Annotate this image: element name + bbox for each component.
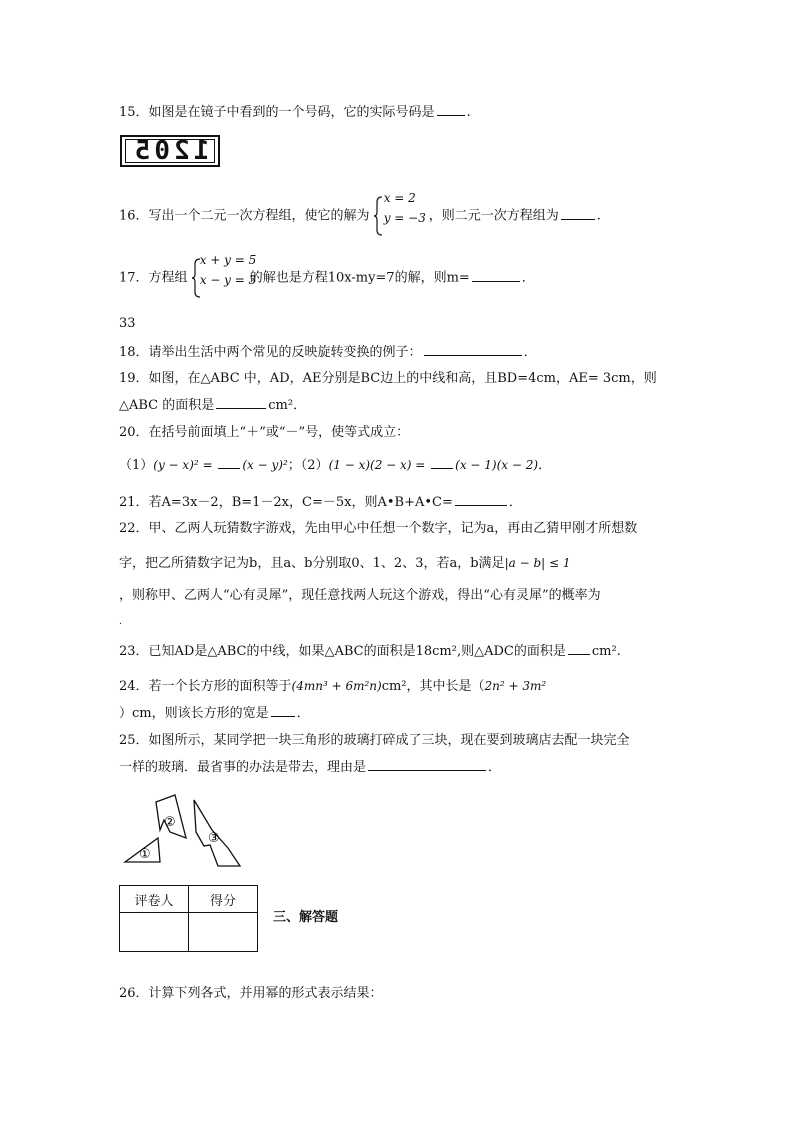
answer-blank[interactable] xyxy=(271,704,295,717)
answer-blank[interactable] xyxy=(216,396,266,409)
question-15: 15．如图是在镜子中看到的一个号码，它的实际号码是 . xyxy=(119,105,471,120)
question-text: 如图是在镜子中看到的一个号码，它的实际号码是 xyxy=(148,105,435,120)
question-number: 16． xyxy=(119,208,149,224)
question-23: 23．已知AD是△ABC的中线，如果△ABC的面积是18cm²,则△ADC的面积是 cm². xyxy=(119,644,621,659)
equation-system: x + y = 5 x − y = 3 xyxy=(192,258,250,298)
question-number: 15． xyxy=(119,105,149,120)
piece-label-1: ① xyxy=(139,847,151,862)
question-24-line1: 24．若一个长方形的面积等于(4mn³ + 6m²n)cm²，其中长是（2n² + 3m² xyxy=(119,679,547,694)
question-16: 16．写出一个二元一次方程组，使它的解为 x = 2 y = −3 ，则二元一次方程组为 . xyxy=(119,196,601,237)
question-22-line3: ，则称甲、乙两人“心有灵犀”，现任意找两人玩这个游戏，得出“心有灵犀”的概率为 xyxy=(119,588,601,603)
answer-blank[interactable] xyxy=(561,207,595,220)
mirror-number-figure xyxy=(120,135,220,167)
question-22-line4: . xyxy=(119,617,122,627)
question-20-line2: （1）(y − x)² = (x − y)²；（2）(1 − x)(2 − x) = (x − 1)(x − 2)． xyxy=(119,458,552,473)
answer-blank[interactable] xyxy=(568,642,590,655)
question-number: 17． xyxy=(119,270,149,286)
question-25-line2: 一样的玻璃．最省事的办法是带去，理由是 ． xyxy=(119,760,502,775)
question-21: 21．若A=3x－2，B=1－2x，C=－5x，则A•B+A•C= ． xyxy=(119,495,522,510)
stray-text: 33 xyxy=(119,316,136,331)
section-heading: 三、解答题 xyxy=(273,910,339,925)
question-19-line2: △ABC 的面积是 cm²． xyxy=(119,398,307,413)
answer-blank[interactable] xyxy=(431,456,453,469)
question-25-line1: 25．如图所示，某同学把一块三角形的玻璃打碎成了三块，现在要到玻璃店去配一块完全 xyxy=(119,733,630,748)
broken-glass-figure xyxy=(120,790,250,870)
piece-label-3: ③ xyxy=(208,831,220,846)
question-20-line1: 20．在括号前面填上“＋”或“－”号，使等式成立： xyxy=(119,425,410,440)
score-cell[interactable] xyxy=(189,913,258,952)
question-text: 方程组 xyxy=(148,270,188,286)
question-text: 写出一个二元一次方程组，使它的解为 xyxy=(148,208,370,224)
score-table xyxy=(119,885,258,952)
question-22-line1: 22．甲、乙两人玩猜数字游戏，先由甲心中任想一个数字，记为a，再由乙猜甲刚才所想数 xyxy=(119,521,638,536)
question-18: 18．请举出生活中两个常见的反映旋转变换的例子： ． xyxy=(119,345,537,360)
question-26: 26．计算下列各式，并用幂的形式表示结果： xyxy=(119,986,383,1001)
score-header: 得分 xyxy=(189,886,258,913)
grader-cell[interactable] xyxy=(120,913,189,952)
answer-blank[interactable] xyxy=(368,758,486,771)
question-22-line2: 字，把乙所猜数字记为b，且a、b分别取0、1、2、3，若a，b满足|a − b| ≤ 1 xyxy=(119,556,571,571)
answer-blank[interactable] xyxy=(218,456,240,469)
question-17: 17．方程组 x + y = 5 x − y = 3 的解也是方程10x-my=7的解，则m= ． xyxy=(119,258,535,299)
question-text: 请举出生活中两个常见的反映旋转变换的例子： xyxy=(148,345,422,360)
answer-blank[interactable] xyxy=(455,493,507,506)
answer-blank[interactable] xyxy=(472,269,520,282)
grader-header: 评卷人 xyxy=(120,886,189,913)
solution-system: x = 2 y = −3 xyxy=(374,196,429,236)
answer-blank[interactable] xyxy=(424,343,522,356)
mirror-digits: 1205 xyxy=(130,136,210,166)
answer-blank[interactable] xyxy=(437,103,465,116)
question-19-line1: 19．如图，在△ABC 中，AD，AE分别是BC边上的中线和高，且BD=4cm，AE= 3cm，则 xyxy=(119,371,657,386)
piece-label-2: ② xyxy=(164,815,176,830)
question-24-line2: ）cm，则该长方形的宽是 ． xyxy=(119,706,310,721)
